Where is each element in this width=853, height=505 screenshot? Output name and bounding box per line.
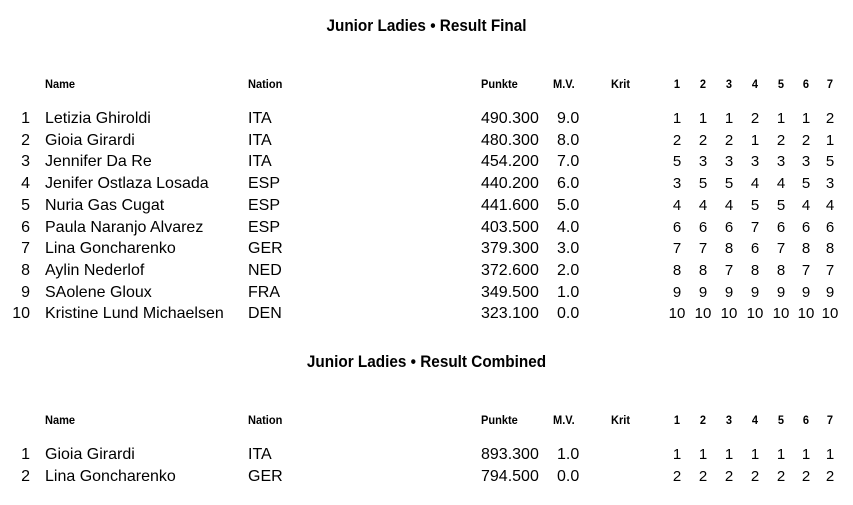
judge-placing-cell: 9 (750, 283, 760, 301)
final-header-punkte: Punkte (481, 77, 518, 91)
combined-header-judge-4: 4 (751, 413, 759, 427)
final-header-nation: Nation (248, 77, 283, 91)
final-header-name: Name (45, 77, 76, 91)
judge-placing-cell: 1 (698, 446, 708, 463)
punkte-cell: 893.300 (481, 446, 539, 463)
judge-placing-cell: 10 (694, 305, 712, 323)
judge-placing-cell: 6 (825, 218, 835, 236)
judge-placing-cell: 1 (750, 131, 760, 149)
name-cell: Letizia Ghiroldi (45, 110, 151, 127)
nation-cell: ESP (248, 218, 281, 236)
name-cell: Lina Goncharenko (45, 240, 176, 258)
combined-title: Junior Ladies • Result Combined (306, 352, 547, 371)
judge-placing-cell: 3 (776, 153, 786, 171)
judge-placing-cell: 8 (801, 240, 811, 258)
combined-header-name: Name (45, 413, 76, 427)
judge-placing-cell: 1 (672, 110, 682, 127)
nation-cell: ITA (248, 446, 272, 463)
judge-placing-cell: 3 (672, 175, 682, 193)
nation-cell: NED (248, 261, 282, 279)
mv-cell: 4.0 (557, 218, 580, 236)
judge-placing-cell: 1 (801, 446, 811, 463)
judge-placing-cell: 1 (698, 110, 708, 127)
table-row (0, 151, 853, 173)
judge-placing-cell: 1 (750, 446, 760, 463)
judge-placing-cell: 1 (825, 131, 835, 149)
judge-placing-cell: 4 (825, 196, 835, 214)
mv-cell: 2.0 (557, 261, 580, 279)
judge-placing-cell: 8 (825, 240, 835, 258)
judge-placing-cell: 2 (750, 467, 760, 485)
name-cell: SAolene Gloux (45, 283, 152, 301)
combined-header-judge-5: 5 (777, 413, 785, 427)
rank-cell: 7 (21, 240, 30, 258)
judge-placing-cell: 5 (724, 175, 734, 193)
judge-placing-cell: 2 (776, 467, 786, 485)
mv-cell: 1.0 (557, 446, 580, 463)
judge-placing-cell: 10 (821, 305, 839, 323)
punkte-cell: 794.500 (481, 467, 539, 485)
mv-cell: 1.0 (557, 283, 580, 301)
final-header-judge-7: 7 (826, 77, 834, 91)
judge-placing-cell: 10 (668, 305, 686, 323)
judge-placing-cell: 3 (724, 153, 734, 171)
judge-placing-cell: 4 (776, 175, 786, 193)
judge-placing-cell: 2 (801, 467, 811, 485)
judge-placing-cell: 2 (750, 110, 760, 127)
judge-placing-cell: 1 (776, 110, 786, 127)
judge-placing-cell: 10 (772, 305, 790, 323)
punkte-cell: 323.100 (481, 305, 539, 323)
judge-placing-cell: 1 (724, 110, 734, 127)
judge-placing-cell: 1 (672, 446, 682, 463)
nation-cell: ESP (248, 196, 281, 214)
judge-placing-cell: 8 (750, 261, 760, 279)
table-row (0, 282, 853, 304)
nation-cell: GER (248, 467, 283, 485)
judge-placing-cell: 4 (750, 175, 760, 193)
judge-placing-cell: 1 (825, 446, 835, 463)
nation-cell: FRA (248, 283, 280, 301)
rank-cell: 2 (21, 467, 30, 485)
nation-cell: ITA (248, 131, 272, 149)
punkte-cell: 440.200 (481, 175, 539, 193)
judge-placing-cell: 8 (672, 261, 682, 279)
punkte-cell: 379.300 (481, 240, 539, 258)
rank-cell: 1 (21, 110, 30, 127)
table-row (0, 130, 853, 152)
judge-placing-cell: 2 (801, 131, 811, 149)
nation-cell: ITA (248, 110, 272, 127)
name-cell: Jennifer Da Re (45, 153, 152, 171)
combined-header-mv: M.V. (553, 413, 575, 427)
mv-cell: 6.0 (557, 175, 580, 193)
mv-cell: 3.0 (557, 240, 580, 258)
mv-cell: 7.0 (557, 153, 580, 171)
name-cell: Paula Naranjo Alvarez (45, 218, 204, 236)
judge-placing-cell: 6 (724, 218, 734, 236)
final-header-judge-5: 5 (777, 77, 785, 91)
judge-placing-cell: 9 (801, 283, 811, 301)
punkte-cell: 454.200 (481, 153, 539, 171)
judge-placing-cell: 7 (776, 240, 786, 258)
rank-cell: 10 (12, 305, 30, 323)
nation-cell: ESP (248, 175, 281, 193)
nation-cell: GER (248, 240, 283, 258)
punkte-cell: 441.600 (481, 196, 539, 214)
rank-cell: 8 (21, 261, 30, 279)
judge-placing-cell: 2 (724, 467, 734, 485)
judge-placing-cell: 7 (801, 261, 811, 279)
judge-placing-cell: 7 (825, 261, 835, 279)
combined-header-punkte: Punkte (481, 413, 518, 427)
judge-placing-cell: 7 (672, 240, 682, 258)
judge-placing-cell: 2 (825, 110, 835, 127)
judge-placing-cell: 2 (825, 467, 835, 485)
judge-placing-cell: 2 (698, 467, 708, 485)
final-header-mv: M.V. (553, 77, 575, 91)
judge-placing-cell: 4 (698, 196, 708, 214)
name-cell: Gioia Girardi (45, 131, 135, 149)
judge-placing-cell: 8 (724, 240, 734, 258)
judge-placing-cell: 5 (776, 196, 786, 214)
name-cell: Gioia Girardi (45, 446, 135, 463)
table-row (0, 466, 853, 488)
rank-cell: 1 (21, 446, 30, 463)
judge-placing-cell: 4 (724, 196, 734, 214)
combined-header-judge-6: 6 (802, 413, 810, 427)
nation-cell: DEN (248, 305, 282, 323)
judge-placing-cell: 3 (825, 175, 835, 193)
judge-placing-cell: 7 (724, 261, 734, 279)
mv-cell: 8.0 (557, 131, 580, 149)
judge-placing-cell: 2 (698, 131, 708, 149)
judge-placing-cell: 2 (672, 131, 682, 149)
table-row (0, 173, 853, 195)
judge-placing-cell: 5 (801, 175, 811, 193)
name-cell: Jenifer Ostlaza Losada (45, 175, 209, 193)
judge-placing-cell: 3 (698, 153, 708, 171)
judge-placing-cell: 2 (724, 131, 734, 149)
judge-placing-cell: 10 (720, 305, 738, 323)
table-row (0, 444, 853, 466)
name-cell: Aylin Nederlof (45, 261, 145, 279)
punkte-cell: 372.600 (481, 261, 539, 279)
rank-cell: 5 (21, 196, 30, 214)
judge-placing-cell: 3 (801, 153, 811, 171)
table-row (0, 303, 853, 325)
table-row (0, 195, 853, 217)
judge-placing-cell: 6 (750, 240, 760, 258)
name-cell: Kristine Lund Michaelsen (45, 305, 224, 323)
mv-cell: 0.0 (557, 467, 580, 485)
punkte-cell: 480.300 (481, 131, 539, 149)
final-header-judge-4: 4 (751, 77, 759, 91)
judge-placing-cell: 10 (797, 305, 815, 323)
judge-placing-cell: 9 (776, 283, 786, 301)
judge-placing-cell: 8 (698, 261, 708, 279)
judge-placing-cell: 5 (750, 196, 760, 214)
rank-cell: 4 (21, 175, 30, 193)
judge-placing-cell: 7 (698, 240, 708, 258)
final-header-judge-1: 1 (673, 77, 681, 91)
rank-cell: 2 (21, 131, 30, 149)
judge-placing-cell: 10 (746, 305, 764, 323)
judge-placing-cell: 4 (672, 196, 682, 214)
table-row (0, 217, 853, 239)
rank-cell: 9 (21, 283, 30, 301)
mv-cell: 9.0 (557, 110, 580, 127)
rank-cell: 6 (21, 218, 30, 236)
judge-placing-cell: 1 (801, 110, 811, 127)
judge-placing-cell: 2 (776, 131, 786, 149)
nation-cell: ITA (248, 153, 272, 171)
judge-placing-cell: 1 (776, 446, 786, 463)
judge-placing-cell: 9 (724, 283, 734, 301)
table-row (0, 238, 853, 260)
final-title: Junior Ladies • Result Final (326, 16, 527, 35)
judge-placing-cell: 6 (698, 218, 708, 236)
combined-header-nation: Nation (248, 413, 283, 427)
combined-header-judge-7: 7 (826, 413, 834, 427)
judge-placing-cell: 7 (750, 218, 760, 236)
judge-placing-cell: 5 (672, 153, 682, 171)
final-header-krit: Krit (611, 77, 631, 91)
combined-header-judge-2: 2 (699, 413, 707, 427)
rank-cell: 3 (21, 153, 30, 171)
mv-cell: 5.0 (557, 196, 580, 214)
judge-placing-cell: 8 (776, 261, 786, 279)
table-row (0, 108, 853, 130)
name-cell: Nuria Gas Cugat (45, 196, 165, 214)
judge-placing-cell: 6 (776, 218, 786, 236)
final-header-judge-3: 3 (725, 77, 733, 91)
judge-placing-cell: 9 (698, 283, 708, 301)
judge-placing-cell: 2 (672, 467, 682, 485)
mv-cell: 0.0 (557, 305, 580, 323)
judge-placing-cell: 5 (698, 175, 708, 193)
judge-placing-cell: 4 (801, 196, 811, 214)
judge-placing-cell: 6 (801, 218, 811, 236)
judge-placing-cell: 1 (724, 446, 734, 463)
judge-placing-cell: 6 (672, 218, 682, 236)
judge-placing-cell: 9 (825, 283, 835, 301)
final-header-judge-2: 2 (699, 77, 707, 91)
judge-placing-cell: 5 (825, 153, 835, 171)
table-row (0, 260, 853, 282)
combined-header-judge-3: 3 (725, 413, 733, 427)
judge-placing-cell: 9 (672, 283, 682, 301)
combined-header-judge-1: 1 (673, 413, 681, 427)
punkte-cell: 403.500 (481, 218, 539, 236)
final-header-judge-6: 6 (802, 77, 810, 91)
name-cell: Lina Goncharenko (45, 467, 176, 485)
punkte-cell: 349.500 (481, 283, 539, 301)
judge-placing-cell: 3 (750, 153, 760, 171)
punkte-cell: 490.300 (481, 110, 539, 127)
combined-header-krit: Krit (611, 413, 631, 427)
